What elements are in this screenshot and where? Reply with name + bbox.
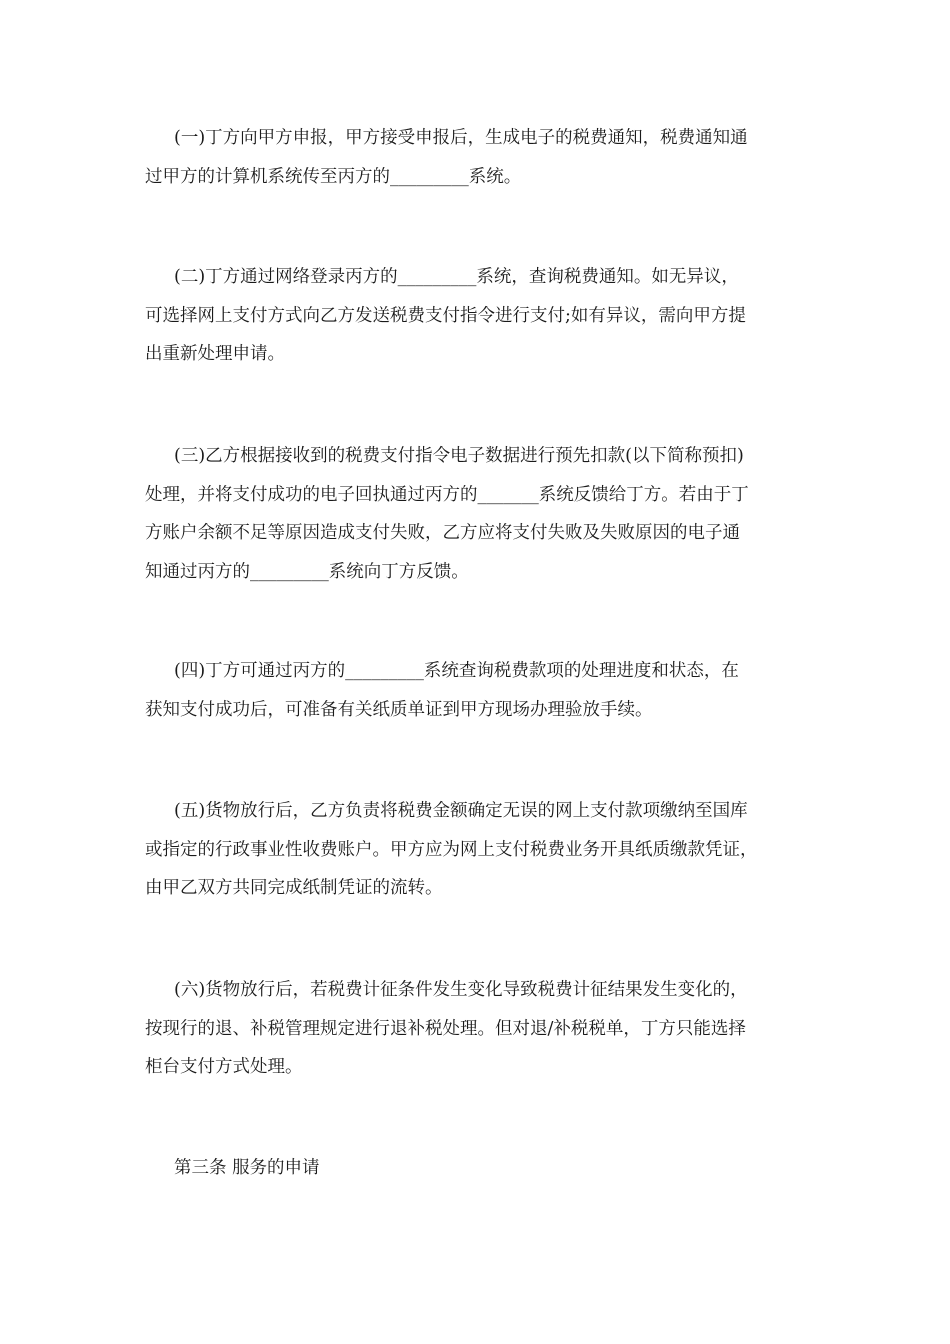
clause-paragraph-2 [145, 258, 810, 374]
paragraph-line: (四)丁方可通过丙方的_________系统查询税费款项的处理进度和状态，在 [174, 661, 739, 681]
paragraph-line: 过甲方的计算机系统传至丙方的_________系统。 [145, 166, 522, 187]
paragraph-line: (三)乙方根据接收到的税费支付指令电子数据进行预先扣款(以下简称预扣) [174, 446, 744, 466]
paragraph-line: 可选择网上支付方式向乙方发送税费支付指令进行支付;如有异议，需向甲方提 [145, 305, 746, 326]
clause-paragraph-6 [145, 971, 810, 1087]
paragraph-line: 获知支付成功后，可准备有关纸质单证到甲方现场办理验放手续。 [145, 699, 653, 720]
paragraph-line: (五)货物放行后，乙方负责将税费金额确定无误的网上支付款项缴纳至国库 [174, 801, 748, 821]
paragraph-line: 柜台支付方式处理。 [145, 1057, 303, 1077]
paragraph-line: (六)货物放行后，若税费计征条件发生变化导致税费计征结果发生变化的， [174, 980, 748, 1000]
paragraph-line: (一)丁方向甲方申报，甲方接受申报后，生成电子的税费通知，税费通知通 [174, 128, 748, 148]
clause-paragraph-4 [145, 652, 810, 729]
paragraph-line: 或指定的行政事业性收费账户。甲方应为网上支付税费业务开具纸质缴款凭证， [145, 839, 758, 860]
paragraph-line: 由甲乙双方共同完成纸制凭证的流转。 [145, 878, 443, 898]
section-heading-text: 第三条 服务的申请 [174, 1158, 320, 1178]
paragraph-line: 方账户余额不足等原因造成支付失败，乙方应将支付失败及失败原因的电子通 [145, 523, 740, 543]
clause-paragraph-1 [145, 119, 810, 196]
paragraph-line: 出重新处理申请。 [145, 344, 285, 364]
paragraph-line: (二)丁方通过网络登录丙方的_________系统，查询税费通知。如无异议， [174, 267, 739, 287]
clause-paragraph-5 [145, 792, 810, 908]
paragraph-line: 按现行的退、补税管理规定进行退补税处理。但对退/补税税单，丁方只能选择 [145, 1018, 746, 1039]
section-heading-article-3 [145, 1149, 810, 1188]
paragraph-line: 知通过丙方的_________系统向丁方反馈。 [145, 561, 469, 582]
paragraph-line: 处理，并将支付成功的电子回执通过丙方的_______系统反馈给丁方。若由于丁 [145, 484, 749, 505]
clause-paragraph-3 [145, 437, 810, 591]
